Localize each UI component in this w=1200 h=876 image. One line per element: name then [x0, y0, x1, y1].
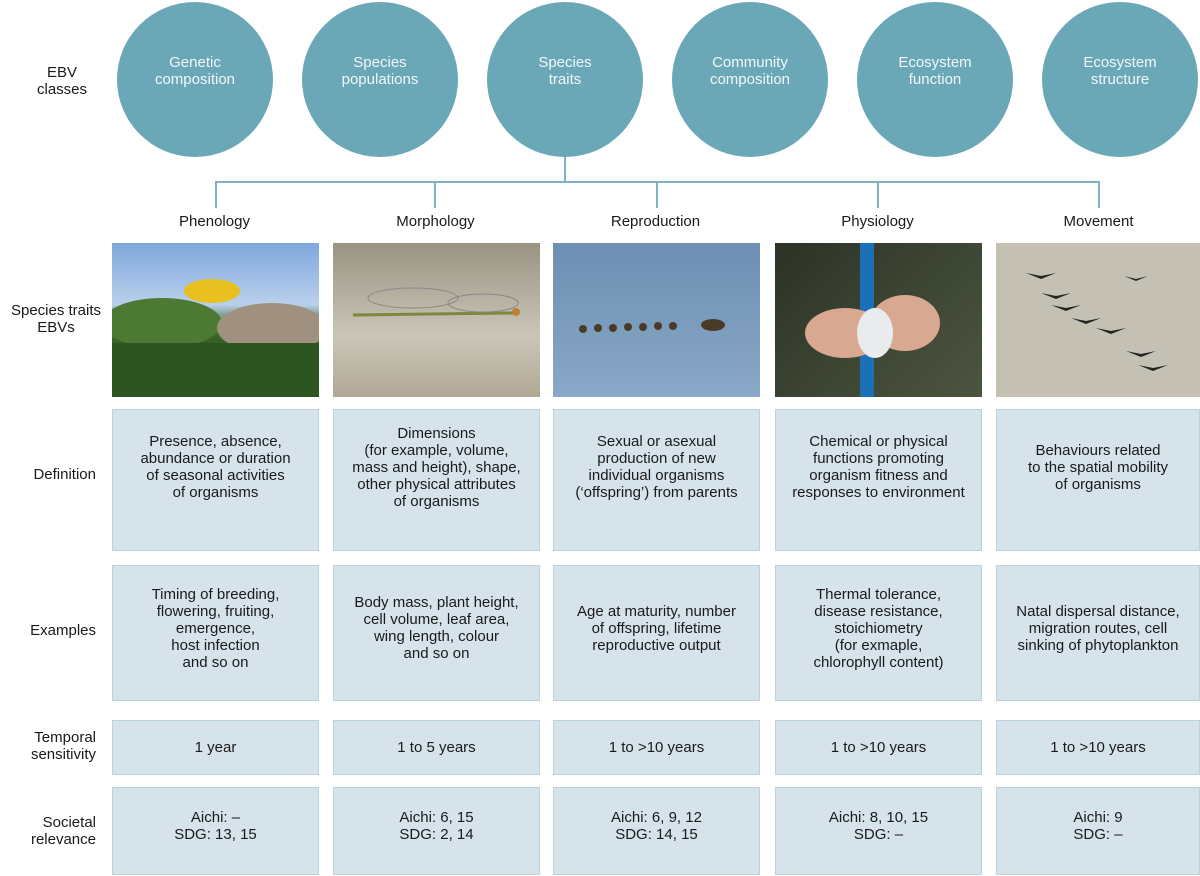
examples-physiology: Thermal tolerance, disease resistance, stoichiometry (for exmaple, chlorophyll content) — [775, 565, 982, 701]
ebv-circle-ecosystem-structure: Ecosystem structure — [1042, 2, 1198, 157]
ebv-classes-label: EBV classes — [36, 64, 88, 98]
definition-physiology: Chemical or physical functions promoting organism fitness and responses to environment — [775, 409, 982, 551]
trait-heading-reproduction: Reproduction — [610, 213, 701, 230]
movement-photo — [996, 243, 1200, 397]
ebv-circle-species-traits: Species traits — [487, 2, 643, 157]
trait-heading-physiology: Physiology — [841, 213, 914, 230]
examples-reproduction: Age at maturity, number of offspring, lifetime reproductive output — [553, 565, 760, 701]
societal-reproduction: Aichi: 6, 9, 12 SDG: 14, 15 — [553, 787, 760, 875]
morphology-photo — [333, 243, 540, 397]
societal-morphology: Aichi: 6, 15 SDG: 2, 14 — [333, 787, 540, 875]
examples-movement: Natal dispersal distance, migration routes, cell sinking of phytoplankton — [996, 565, 1200, 701]
connector-tick — [215, 181, 217, 208]
row-label-examples: Examples — [30, 622, 96, 639]
trait-heading-morphology: Morphology — [396, 213, 475, 230]
connector-stem — [564, 157, 566, 182]
temporal-phenology: 1 year — [112, 720, 319, 775]
row-label-temporal: Temporal sensitivity — [30, 729, 96, 763]
ebv-circle-ecosystem-function: Ecosystem function — [857, 2, 1013, 157]
definition-reproduction: Sexual or asexual production of new individual organisms (‘offspring’) from parents — [553, 409, 760, 551]
temporal-morphology: 1 to 5 years — [333, 720, 540, 775]
ebv-circle-community-composition: Community composition — [672, 2, 828, 157]
societal-movement: Aichi: 9 SDG: – — [996, 787, 1200, 875]
connector-tick — [656, 181, 658, 208]
reproduction-photo — [553, 243, 760, 397]
temporal-movement: 1 to >10 years — [996, 720, 1200, 775]
connector-tick — [1098, 181, 1100, 208]
row-label-definition: Definition — [33, 466, 96, 483]
ebv-circle-genetic-composition: Genetic composition — [117, 2, 273, 157]
definition-movement: Behaviours related to the spatial mobility of organisms — [996, 409, 1200, 551]
trait-heading-movement: Movement — [1063, 213, 1134, 230]
temporal-reproduction: 1 to >10 years — [553, 720, 760, 775]
row-label-societal: Societal relevance — [30, 814, 96, 848]
connector-tick — [434, 181, 436, 208]
physiology-photo — [775, 243, 982, 397]
ebv-circle-species-populations: Species populations — [302, 2, 458, 157]
societal-physiology: Aichi: 8, 10, 15 SDG: – — [775, 787, 982, 875]
row-label-species-traits: Species traits EBVs — [10, 302, 102, 336]
trait-heading-phenology: Phenology — [179, 213, 250, 230]
definition-phenology: Presence, absence, abundance or duration of seasonal activities of organisms — [112, 409, 319, 551]
definition-morphology: Dimensions (for example, volume, mass and height), shape, other physical attributes of organisms — [333, 409, 540, 551]
temporal-physiology: 1 to >10 years — [775, 720, 982, 775]
connector-tick — [877, 181, 879, 208]
phenology-photo — [112, 243, 319, 397]
societal-phenology: Aichi: – SDG: 13, 15 — [112, 787, 319, 875]
examples-morphology: Body mass, plant height, cell volume, leaf area, wing length, colour and so on — [333, 565, 540, 701]
examples-phenology: Timing of breeding, flowering, fruiting, emergence, host infection and so on — [112, 565, 319, 701]
